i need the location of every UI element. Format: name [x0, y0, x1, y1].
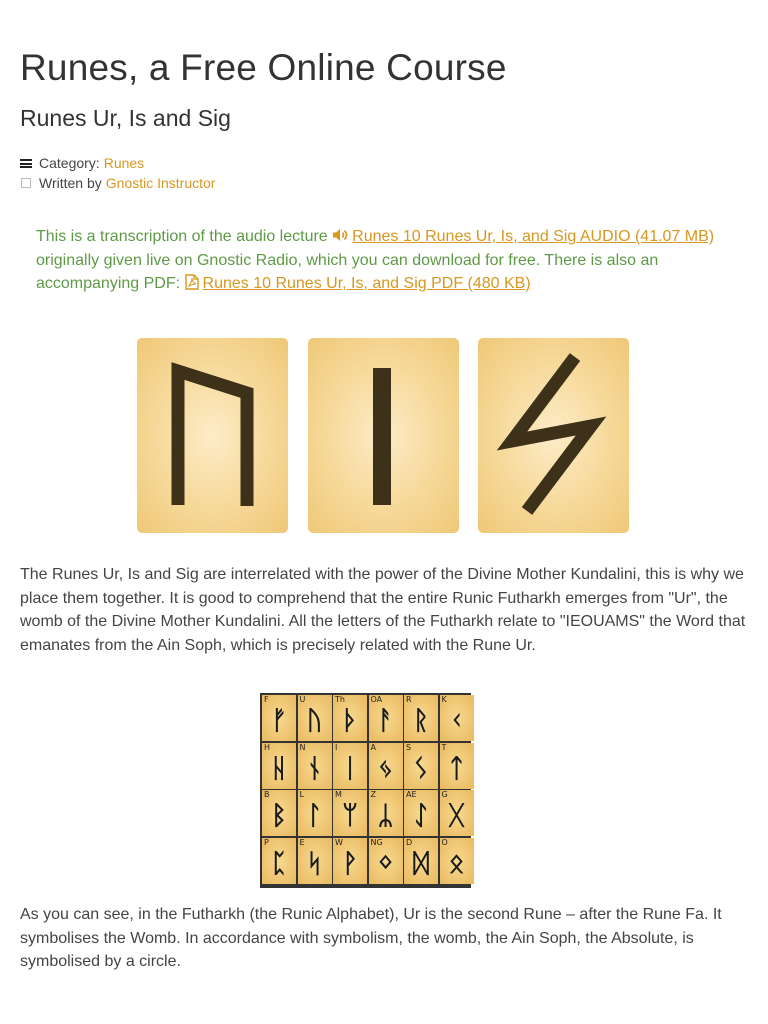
futhark-letter: B: [264, 790, 270, 799]
futhark-letter: W: [335, 837, 343, 847]
article-title: Runes Ur, Is and Sig: [20, 105, 231, 131]
futhark-rune: ᛦ: [377, 801, 394, 831]
user-icon: [20, 175, 34, 191]
futhark-letter: NG: [370, 837, 383, 847]
futhark-letter: O: [441, 837, 448, 847]
futhark-rune: ᛈ: [271, 848, 287, 879]
pdf-download-link[interactable]: [185, 275, 531, 292]
futhark-letter: K: [441, 695, 447, 704]
futhark-letter: H: [264, 742, 271, 752]
futhark-rune: ᚾ: [306, 753, 323, 784]
futhark-cell: [440, 838, 474, 884]
futhark-letter: S: [406, 742, 412, 752]
speaker-icon: [332, 228, 348, 242]
futhark-rune: ᛃ: [377, 753, 394, 784]
audio-link-label: Runes 10 Runes Ur, Is, and Sig AUDIO (41.07 MB): [352, 228, 715, 245]
futhark-cell: [333, 743, 367, 789]
futhark-letter: M: [335, 790, 342, 799]
futhark-letter: G: [441, 790, 448, 799]
category-link[interactable]: Runes: [103, 155, 145, 171]
futhark-letter: A: [370, 742, 376, 752]
futhark-letter: N: [299, 742, 306, 752]
list-icon: [20, 155, 34, 171]
futhark-cell: [333, 790, 367, 836]
futhark-rune: ᚨ: [377, 706, 394, 736]
futhark-cell: [298, 743, 332, 789]
intro-text-before: This is a transcription of the audio lecture: [36, 228, 333, 245]
futhark-cell: [262, 695, 296, 741]
futhark-rune: ᛒ: [271, 801, 287, 831]
futhark-letter: Th: [335, 695, 345, 704]
rune-tiles: [0, 338, 768, 538]
futhark-rune: ᛞ: [413, 848, 429, 879]
futhark-letter: R: [406, 695, 412, 704]
author-meta: [20, 175, 215, 191]
futhark-letter: T: [441, 742, 447, 752]
rune-sig-tile: [478, 338, 629, 533]
futhark-cell: [404, 790, 438, 836]
pdf-link-label: Runes 10 Runes Ur, Is, and Sig PDF (480 KB): [202, 275, 531, 292]
futhark-cell: [404, 695, 438, 741]
futhark-rune: ᛇ: [413, 801, 429, 831]
category-label: Category:: [39, 155, 100, 171]
futhark-letter: E: [299, 837, 305, 847]
futhark-letter: OA: [370, 695, 383, 704]
futhark-cell: [369, 838, 403, 884]
futhark-cell: [404, 838, 438, 884]
futhark-cell: [440, 695, 474, 741]
page-title: Runes, a Free Online Course: [20, 47, 507, 88]
futhark-cell: [369, 695, 403, 741]
futhark-cell: [298, 695, 332, 741]
intro-note: [36, 225, 736, 296]
futhark-rune: ᚱ: [413, 706, 429, 736]
futhark-rune: ᚺ: [271, 753, 287, 784]
body-paragraph-1: The Runes Ur, Is and Sig are interrelated with the power of the Divine Mother Kundalini, this is why we place them together. It is good to comprehend that the entire Runic Futharkh emerges from "Ur", the womb of the Divine Mother Kundalini. All the letters of the Futharkh relate to "IEOUAMS" the Word that emanates from the Ain Soph, which is precisely related with the Rune Ur.: [20, 566, 746, 654]
futhark-letter: L: [299, 790, 304, 799]
futhark-rune: ᚹ: [342, 848, 358, 879]
rune-sig-glyph: [478, 338, 629, 533]
futhark-letter: I: [335, 742, 338, 752]
category-meta: [20, 155, 144, 171]
futhark-letter: F: [264, 695, 269, 704]
futhark-cell: [369, 743, 403, 789]
audio-download-link[interactable]: [332, 228, 714, 245]
futhark-rune: ᚷ: [448, 801, 465, 831]
rune-ur-glyph: [137, 338, 288, 533]
pdf-icon: [185, 274, 199, 290]
futhark-cell: [262, 743, 296, 789]
futhark-letter: AE: [406, 790, 417, 799]
futhark-rune: ᛋ: [306, 848, 323, 879]
futhark-rune: ᚦ: [342, 706, 358, 736]
futhark-rune: ᛜ: [377, 848, 394, 879]
futhark-cell: [369, 790, 403, 836]
intro-text-middle: originally given live on Gnostic Radio, which you can download for free. There is also an accompanying PDF:: [36, 251, 659, 292]
futhark-letter: U: [299, 695, 306, 704]
futhark-cell: [333, 838, 367, 884]
futhark-rune: ᚢ: [306, 706, 323, 736]
author-label: Written by: [39, 175, 102, 191]
futhark-rune: ᛁ: [342, 753, 358, 784]
futhark-rune: ᛚ: [306, 801, 323, 831]
futhark-letter: D: [406, 837, 413, 847]
futhark-cell: [333, 695, 367, 741]
futhark-rune: ᛘ: [342, 801, 358, 831]
futhark-rune: ᛊ: [413, 753, 429, 784]
futhark-cell: [262, 838, 296, 884]
futhark-rune: ᚲ: [448, 706, 465, 736]
futhark-cell: [298, 790, 332, 836]
futhark-cell: [298, 838, 332, 884]
futhark-rune: ᚠ: [271, 706, 287, 736]
author-link[interactable]: Gnostic Instructor: [105, 175, 216, 191]
futhark-cell: [440, 790, 474, 836]
futhark-cell: [440, 743, 474, 789]
futhark-rune: ᛟ: [448, 848, 465, 879]
futhark-letter: Z: [370, 790, 376, 799]
futhark-cell: [262, 790, 296, 836]
rune-is-tile: [308, 338, 459, 533]
rune-is-glyph: [308, 338, 459, 533]
futhark-rune: ᛏ: [448, 753, 465, 784]
futhark-cell: [404, 743, 438, 789]
futhark-chart: [260, 693, 471, 888]
futhark-letter: P: [264, 837, 269, 847]
rune-ur-tile: [137, 338, 288, 533]
body-paragraph-2: As you can see, in the Futharkh (the Runic Alphabet), Ur is the second Rune – after the Rune Fa. It symbolises the Womb. In accordance with symbolism, the womb, the Ain Soph, the Absolute, is symbolised by a circle.: [20, 906, 722, 970]
